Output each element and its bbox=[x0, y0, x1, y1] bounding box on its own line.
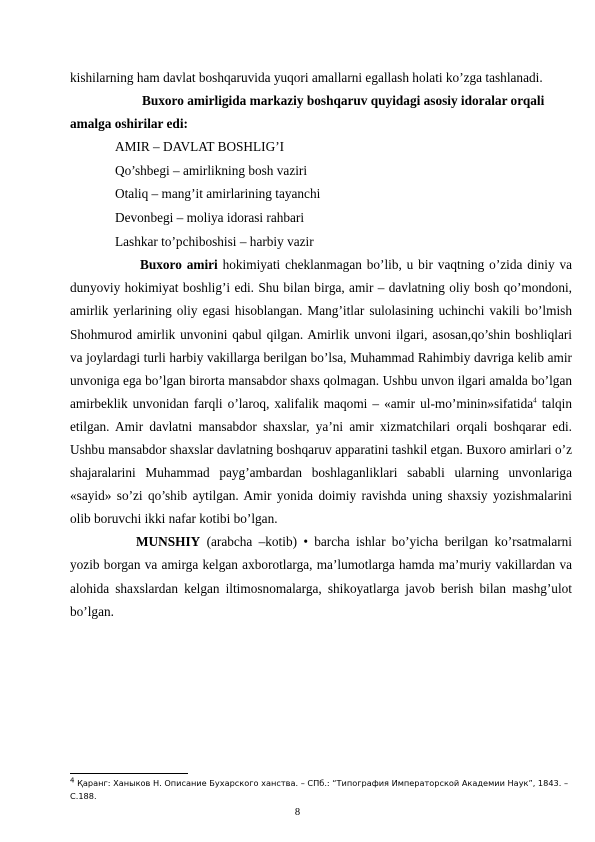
list-item: AMIR – DAVLAT BOSHLIG’I bbox=[115, 139, 285, 155]
page-number: 8 bbox=[294, 807, 301, 818]
list-item: Qo’shbegi – amirlikning bosh vaziri bbox=[115, 162, 308, 178]
intro-paragraph: kishilarning ham davlat boshqaruvida yuqori amallarni egallash holati ko’zga tashlanadi. bbox=[70, 70, 543, 85]
footnote-ref[interactable]: 4 bbox=[533, 396, 537, 405]
footnote-divider bbox=[70, 773, 188, 774]
list-item: Lashkar to’pchiboshisi – harbiy vazir bbox=[115, 233, 314, 249]
amir-term: Buxoro amiri bbox=[140, 257, 218, 273]
office-list bbox=[115, 135, 572, 253]
list-item: Devonbegi – moliya idorasi rahbari bbox=[115, 210, 305, 226]
amir-paragraph bbox=[70, 253, 572, 530]
page-body bbox=[70, 66, 572, 623]
munshiy-term: MUNSHIY bbox=[136, 534, 201, 550]
footnote bbox=[70, 777, 570, 802]
amir-text-b: talqin etilgan. Amir davlatni mansabdor shaxslar, ya’ni amir xizmatchilari orqali boshqarar edi. Ushbu mansabdor shaxslar davlatning boshqaruv apparatini tashkil etgan. Buxoro amirlari o’z shajaralarini Muhammad payg’ambardan boshlaganliklari sababli ularning unvonlariga «sayid» so’zi qo’shib aytilgan. Amir yonida doimiy ravishda uning shaxsiy yozishmalarini olib boruvchi ikki nafar kotibi bo’lgan. bbox=[70, 395, 572, 527]
footnote-text: Қаранг: Ханыков Н. Описание Бухарского ханства. – СПб.: “Типография Императорской Академии Наук”, 1843. – С.188. bbox=[70, 778, 569, 801]
amir-text-a: hokimiyati cheklanmagan bo’lib, u bir vaqtning o’zida diniy va dunyoviy hokimiyat boshlig’i edi. Shu bilan birga, amir – davlatning oliy bosh qo’mondoni, amirlik yerlarining oliy egasi hisoblangan. Mang’itlar sulolasining uchinchi vakili bo’lmish Shohmurod amirlik unvonini qabul qilgan. Amirlik unvoni ilgari, asosan,qo’shin boshliqlari va joylardagi turli harbiy vakillarga berilgan bo’lsa, Muhammad Rahimbiy davriga kelib amir unvoniga ega bo’lgan birorta mansabdor shaxs qolmagan. Ushbu unvon ilgari amalda bo’lgan amirbeklik unvonidan farqli o’laroq, xalifalik maqomi – «amir ul-mo’minin»sifatida bbox=[70, 257, 572, 411]
munshiy-paragraph bbox=[70, 530, 572, 622]
list-item: Otaliq – mang’it amirlarining tayanchi bbox=[115, 186, 321, 202]
munshiy-text: (arabcha –kotib) • barcha ishlar bo’yicha berilgan ko’rsatmalarni yozib borgan va amirga kelgan axborotlarga, ma’lumotlarga hamda ma’muriy vakillardan va alohida shaxslardan kelgan iltimosnomalarga, shikoyatlarga javob berish bilan mashg’ulot bo’lgan. bbox=[70, 534, 572, 619]
section-heading: Buxoro amirligida markaziy boshqaruv quyidagi asosiy idoralar orqali amalga oshirilar edi: bbox=[70, 93, 545, 132]
footnote-mark: 4 bbox=[70, 776, 75, 785]
